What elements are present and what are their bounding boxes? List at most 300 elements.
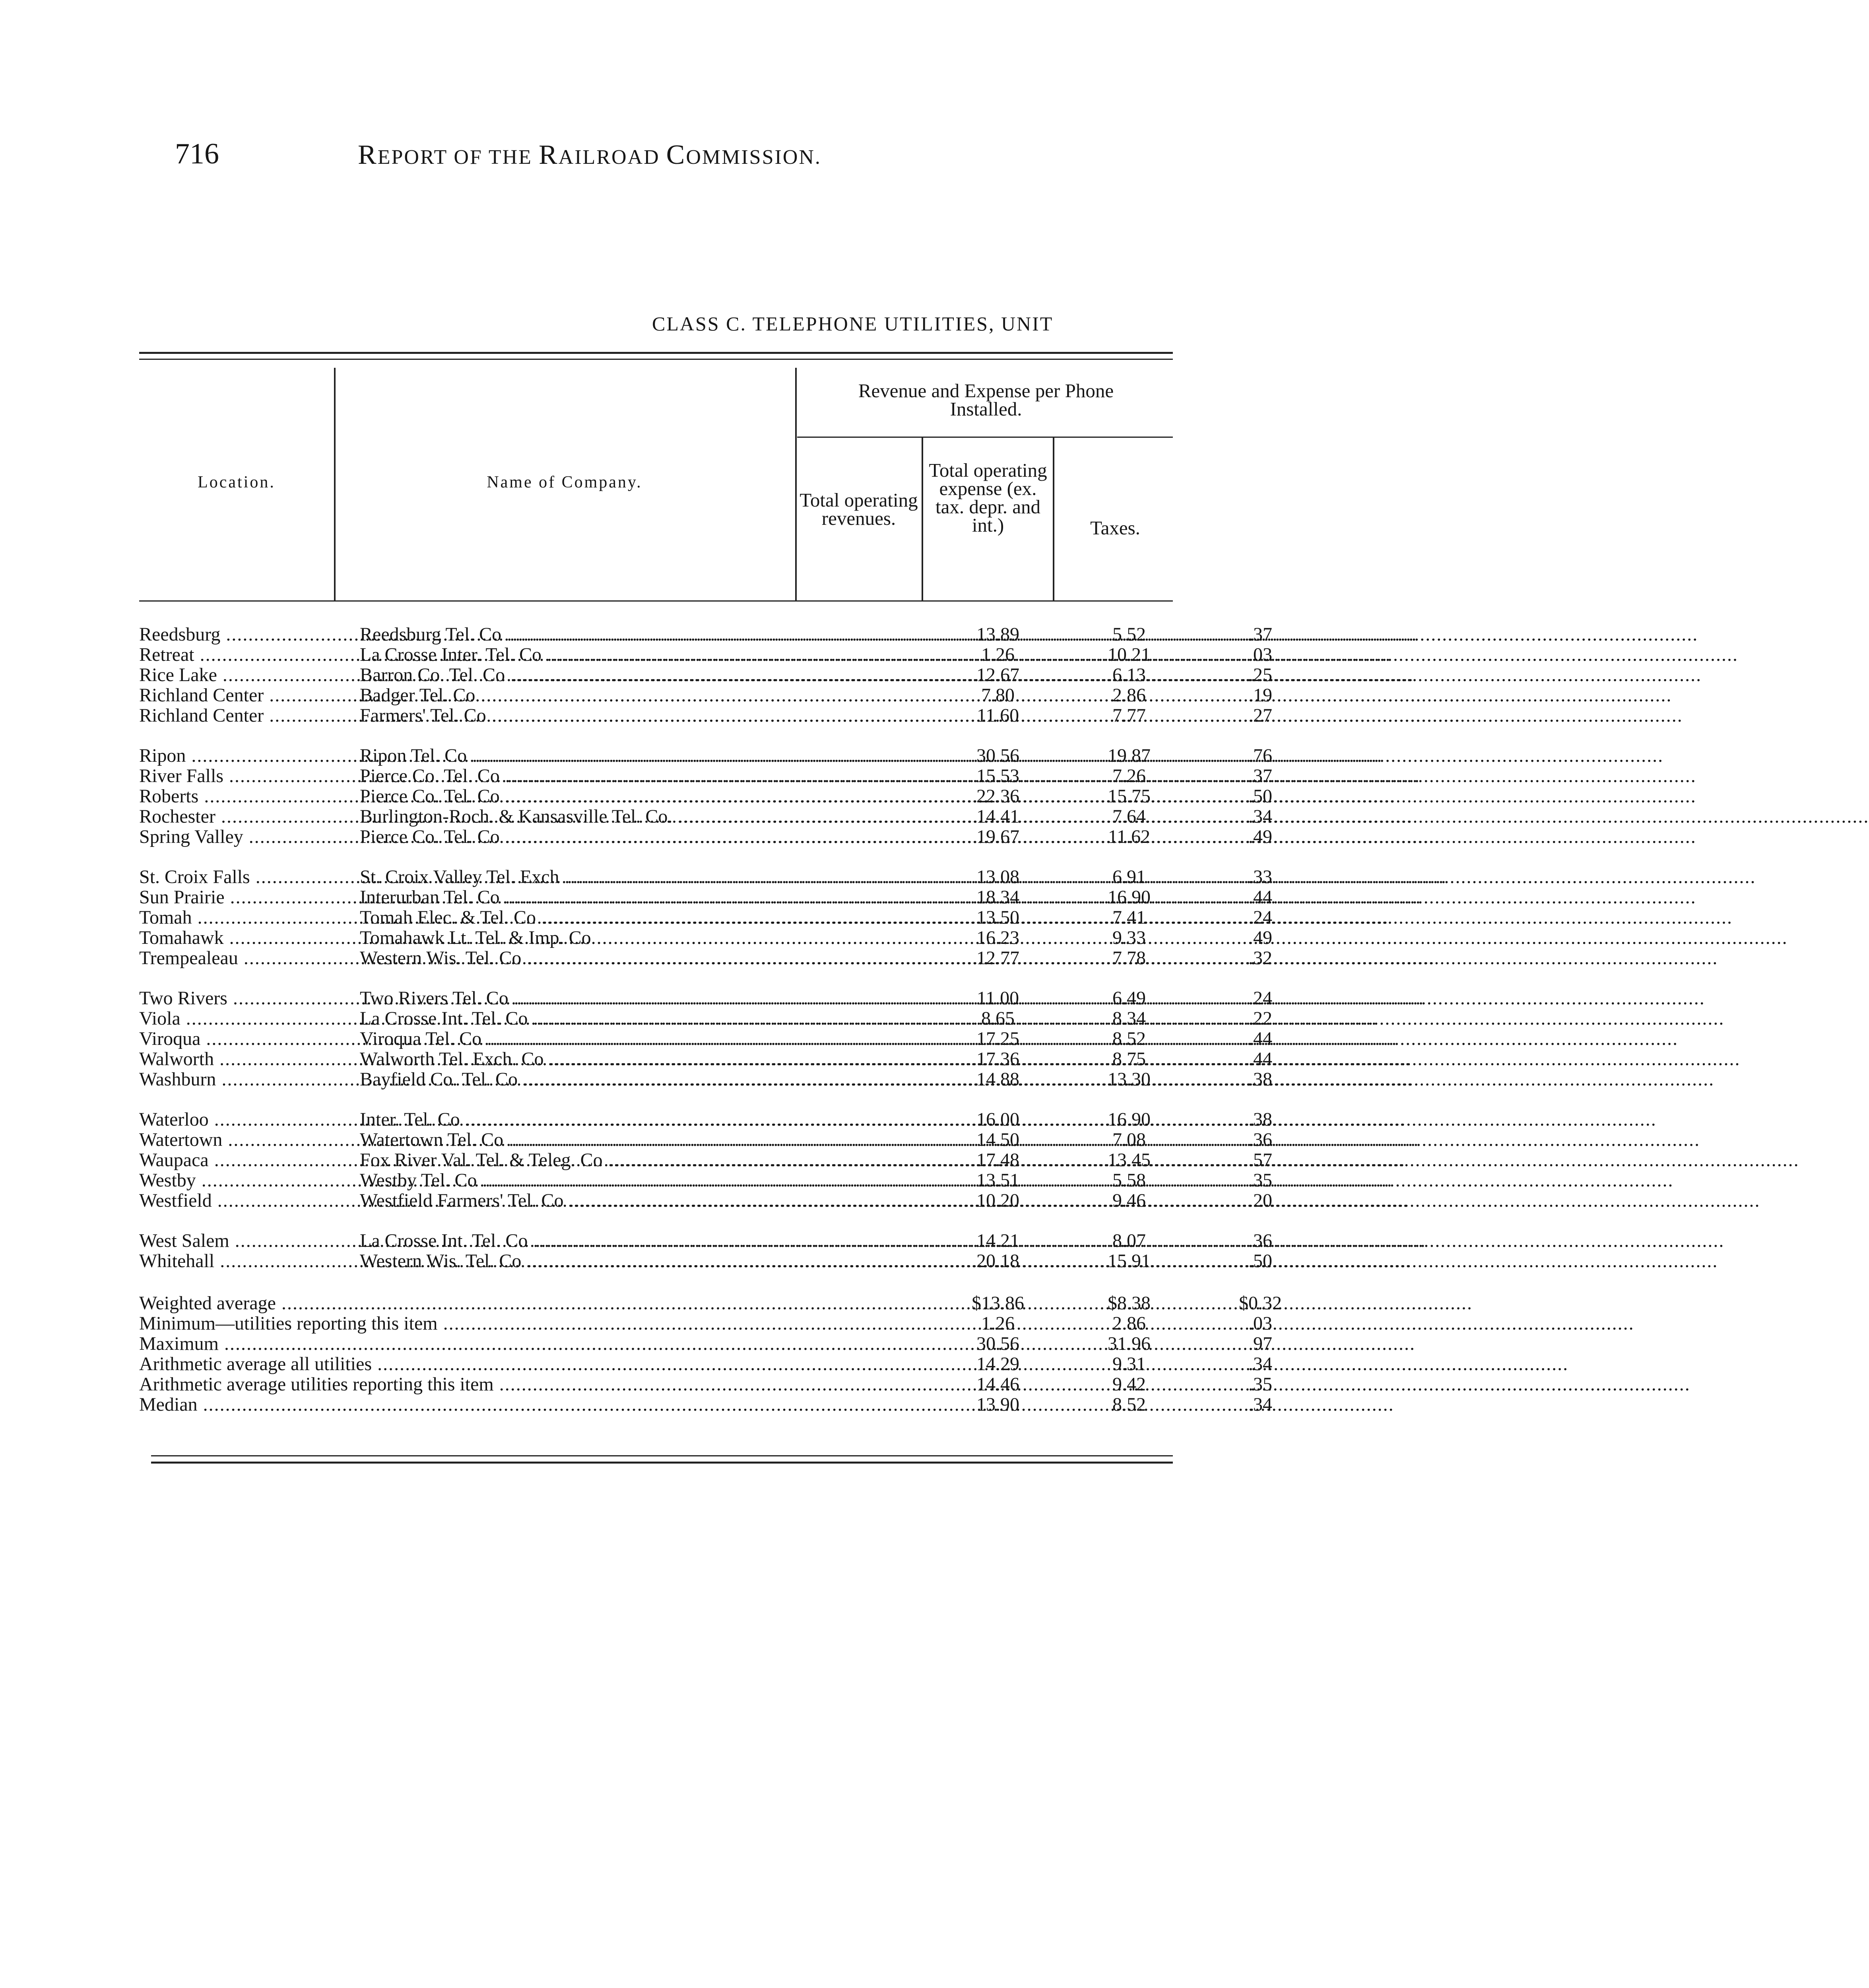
revenue-cell (938, 887, 1058, 907)
revenue-cell-text: 11.60 (976, 705, 1019, 726)
group-spacer (139, 847, 1173, 867)
company-cell (360, 948, 932, 968)
location-cell-text: Trempealeau ..... (139, 947, 1435, 969)
revenue-cell (938, 1394, 1058, 1415)
revenue-cell-text: 7.80 (981, 685, 1015, 706)
taxes-cell (1197, 1150, 1324, 1170)
expense-cell-text: 6.13 (1112, 664, 1146, 685)
company-cell-text: Interurban Tel. Co ..... (360, 887, 1696, 908)
location-cell-text: Richland Center ..... (139, 685, 1460, 706)
expense-cell (1066, 1231, 1193, 1251)
company-cell-text: Burlington-Roch. & Kansasville Tel. Co. ..... (360, 806, 1869, 827)
revenue-cell-text: 14.50 (976, 1129, 1019, 1150)
taxes-cell-text: .49 (1248, 927, 1272, 948)
taxes-cell-text: .03 (1248, 644, 1272, 665)
expense-cell (1066, 1150, 1193, 1170)
company-cell-text: Western Wis. Tel. Co ..... (360, 947, 1718, 969)
company-cell-text: Badger Tel. Co ..... (360, 685, 1672, 706)
expense-cell (1066, 1251, 1193, 1271)
revenue-cell (938, 1170, 1058, 1190)
location-cell-text: Viroqua ..... (139, 1028, 1397, 1049)
expense-cell (1066, 827, 1193, 847)
page-title (358, 139, 821, 171)
revenue-cell-text: 12.77 (976, 947, 1019, 969)
expense-cell (1066, 1109, 1193, 1130)
location-cell-text: Retreat ..... (139, 644, 1391, 665)
company-cell-text: Westby Tel. Co ..... (360, 1170, 1674, 1191)
revenue-cell-text: 18.34 (976, 887, 1019, 908)
expense-cell (1066, 928, 1193, 948)
expense-cell (1066, 1293, 1193, 1313)
expense-cell (1066, 1394, 1193, 1415)
company-cell (360, 1251, 932, 1271)
company-cell-text: Viroqua Tel. Co ..... (360, 1028, 1678, 1049)
expense-cell (1066, 786, 1193, 806)
taxes-cell (1197, 806, 1324, 827)
expense-cell (1066, 705, 1193, 726)
revenue-cell (938, 1293, 1058, 1313)
revenue-cell-text: 14.29 (976, 1353, 1019, 1375)
company-cell-text: Tomahawk Lt. Tel. & Imp. Co ..... (360, 927, 1788, 948)
expense-cell-text: 5.58 (1112, 1170, 1146, 1191)
company-cell (360, 928, 932, 948)
expense-cell-text: 7.64 (1112, 806, 1146, 827)
expense-cell-text: 9.33 (1112, 927, 1146, 948)
column-header-location: Location. (198, 473, 276, 491)
expense-cell (1066, 1029, 1193, 1049)
company-cell-text: Reedsburg Tel. Co ..... (360, 624, 1698, 645)
revenue-cell (938, 1334, 1058, 1354)
revenue-cell (938, 1069, 1058, 1089)
location-cell (139, 1190, 340, 1211)
company-cell-text: Inter. Tel. Co ..... (360, 1109, 1657, 1130)
column-header-group: Revenue and Expense per Phone Installed. (858, 380, 1114, 420)
company-cell (360, 665, 932, 685)
table-row (139, 745, 1272, 766)
taxes-cell (1197, 1394, 1324, 1415)
location-cell-text: Rice Lake ..... (139, 664, 1414, 685)
location-cell (139, 665, 340, 685)
revenue-cell (938, 1008, 1058, 1029)
taxes-cell-text: .24 (1248, 907, 1272, 928)
revenue-cell-text: $13.86 (972, 1293, 1024, 1314)
expense-cell (1066, 624, 1193, 645)
table-row (139, 1028, 1272, 1049)
expense-cell-text: 11.62 (1108, 826, 1151, 847)
location-cell (139, 1109, 340, 1130)
column-header-revenues: Total operating revenues. (800, 489, 918, 529)
column-divider (922, 437, 923, 600)
taxes-cell-text: .97 (1248, 1333, 1272, 1354)
taxes-cell (1197, 746, 1324, 766)
taxes-cell-text: .25 (1248, 664, 1272, 685)
revenue-cell-text: 30.56 (976, 1333, 1019, 1354)
taxes-cell-text: .20 (1248, 1190, 1272, 1211)
page-number: 716 (175, 138, 219, 170)
taxes-cell (1197, 867, 1324, 887)
expense-cell-text: 6.91 (1112, 866, 1146, 887)
expense-cell-text: 16.90 (1108, 887, 1151, 908)
taxes-cell (1197, 928, 1324, 948)
taxes-cell-text: .33 (1248, 866, 1272, 887)
revenue-cell-text: 16.00 (976, 1109, 1019, 1130)
location-cell (139, 1008, 340, 1029)
company-cell-text: Two Rivers Tel. Co ..... (360, 988, 1705, 1009)
expense-cell-text: 15.75 (1108, 786, 1151, 807)
location-cell-text: Washburn ..... (139, 1069, 1413, 1090)
revenue-cell (938, 746, 1058, 766)
taxes-cell (1197, 665, 1324, 685)
expense-cell (1066, 1374, 1193, 1394)
expense-cell-text: 31.96 (1108, 1333, 1151, 1354)
company-cell-text: Bayfield Co. Tel. Co ..... (360, 1069, 1714, 1090)
taxes-cell (1197, 1049, 1324, 1069)
taxes-cell-text: .32 (1248, 947, 1272, 969)
location-cell (139, 948, 340, 968)
revenue-cell (938, 1231, 1058, 1251)
taxes-cell (1197, 827, 1324, 847)
company-cell-text: Pierce Co. Tel. Co ..... (360, 765, 1696, 786)
revenue-cell-text: 17.48 (976, 1149, 1019, 1171)
title-rest: EPORT OF THE (377, 146, 539, 169)
revenue-cell-text: 13.51 (976, 1170, 1019, 1191)
expense-cell-text: 7.41 (1112, 907, 1146, 928)
top-rule (139, 352, 1173, 354)
table-row (139, 1109, 1272, 1130)
company-cell (360, 1190, 932, 1211)
taxes-cell-text: .57 (1248, 1149, 1272, 1171)
expense-cell-text: 6.49 (1112, 988, 1146, 1009)
table-row (139, 988, 1272, 1009)
summary-label-cell (139, 1334, 930, 1354)
taxes-cell-text: .50 (1248, 786, 1272, 807)
taxes-cell (1197, 1069, 1324, 1089)
taxes-cell (1197, 1008, 1324, 1029)
summary-label-cell (139, 1374, 930, 1394)
column-header-expense: Total operating expense (ex. tax. depr. and int.) (929, 459, 1047, 536)
expense-cell (1066, 1130, 1193, 1150)
summary-row (139, 1394, 1272, 1415)
taxes-cell-text: .44 (1248, 1048, 1272, 1070)
location-cell-text: Rochester ..... (139, 806, 1412, 827)
company-cell (360, 806, 932, 827)
revenue-cell (938, 624, 1058, 645)
revenue-cell (938, 1190, 1058, 1211)
location-cell-text: Waterloo ..... (139, 1109, 1405, 1130)
table-row (139, 624, 1272, 645)
expense-cell (1066, 887, 1193, 907)
taxes-cell (1197, 1374, 1324, 1394)
taxes-cell-text: .44 (1248, 1028, 1272, 1049)
location-cell-text: Tomahawk ..... (139, 927, 1421, 948)
taxes-cell-text: .34 (1248, 1394, 1272, 1415)
company-cell (360, 786, 932, 806)
taxes-cell (1197, 1251, 1324, 1271)
location-cell (139, 1049, 340, 1069)
table-row (139, 1170, 1272, 1191)
location-cell-text: Viola ..... (139, 1008, 1377, 1029)
taxes-cell-text: .35 (1248, 1170, 1272, 1191)
table-subheading: CLASS C. TELEPHONE UTILITIES, UNIT (652, 313, 1054, 335)
revenue-cell-text: 16.23 (976, 927, 1019, 948)
taxes-cell-text: .44 (1248, 887, 1272, 908)
expense-cell-text: 9.46 (1112, 1190, 1146, 1211)
taxes-cell (1197, 1170, 1324, 1190)
company-cell-text: Barron Co. Tel. Co ..... (360, 664, 1702, 685)
revenue-cell-text: 13.89 (976, 624, 1019, 645)
company-cell (360, 907, 932, 928)
revenue-cell (938, 928, 1058, 948)
location-cell-text: Richland Center ..... (139, 705, 1460, 726)
taxes-cell (1197, 887, 1324, 907)
company-cell (360, 887, 932, 907)
expense-cell (1066, 1334, 1193, 1354)
location-cell (139, 1231, 340, 1251)
company-cell-text: Walworth Tel. Exch. Co ..... (360, 1048, 1740, 1070)
revenue-cell-text: 1.26 (981, 644, 1015, 665)
expense-cell (1066, 948, 1193, 968)
table-row (139, 765, 1272, 786)
location-cell (139, 685, 340, 705)
table-row (139, 1250, 1272, 1272)
title-initial: R (358, 140, 378, 170)
taxes-cell (1197, 948, 1324, 968)
summary-row (139, 1293, 1282, 1314)
expense-cell-text: 2.86 (1112, 1313, 1146, 1334)
company-cell-text: Western Wis. Tel. Co ..... (360, 1250, 1718, 1272)
group-spacer (139, 1211, 1173, 1231)
revenue-cell (938, 786, 1058, 806)
summary-row (139, 1374, 1272, 1395)
revenue-cell (938, 645, 1058, 665)
location-cell (139, 867, 340, 887)
taxes-cell (1197, 685, 1324, 705)
table-row (139, 1149, 1272, 1171)
location-cell (139, 1130, 340, 1150)
location-cell-text: Spring Valley ..... (139, 826, 1440, 847)
location-cell (139, 988, 340, 1008)
company-cell-text: La Crosse Inter. Tel. Co ..... (360, 644, 1738, 665)
group-spacer (139, 968, 1173, 988)
taxes-cell-text: .27 (1248, 705, 1272, 726)
revenue-cell-text: 14.46 (976, 1374, 1019, 1395)
table-row (139, 1008, 1272, 1029)
location-cell-text: Sun Prairie ..... (139, 887, 1421, 908)
taxes-cell (1197, 645, 1324, 665)
revenue-cell (938, 907, 1058, 928)
revenue-cell-text: 19.67 (976, 826, 1019, 847)
revenue-cell (938, 1374, 1058, 1394)
location-cell-text: Ripon ..... (139, 745, 1382, 766)
revenue-cell (938, 1313, 1058, 1334)
table-row (139, 664, 1272, 685)
location-cell (139, 624, 340, 645)
taxes-cell-text: .37 (1248, 765, 1272, 786)
expense-cell (1066, 645, 1193, 665)
location-cell (139, 1251, 340, 1271)
expense-cell (1066, 1049, 1193, 1069)
location-cell (139, 705, 340, 726)
location-cell-text: Tomah ..... (139, 907, 1389, 928)
summary-label-cell (139, 1354, 930, 1374)
taxes-cell (1197, 1313, 1324, 1334)
revenue-cell-text: 13.08 (976, 866, 1019, 887)
location-cell (139, 928, 340, 948)
revenue-cell-text: 17.25 (976, 1028, 1019, 1049)
company-cell-text: Ripon Tel. Co ..... (360, 745, 1663, 766)
expense-cell (1066, 746, 1193, 766)
revenue-cell (938, 1109, 1058, 1130)
taxes-cell (1197, 766, 1324, 786)
summary-label-cell-text: Weighted average ..... (139, 1293, 1473, 1314)
table-row (139, 947, 1272, 969)
revenue-cell-text: 14.21 (976, 1230, 1019, 1251)
top-rule-inner (139, 359, 1173, 360)
taxes-cell (1197, 705, 1324, 726)
location-cell (139, 1029, 340, 1049)
table-row (139, 644, 1272, 665)
taxes-cell-text: .22 (1248, 1008, 1272, 1029)
taxes-cell (1197, 1109, 1324, 1130)
bottom-rule (151, 1455, 1173, 1456)
expense-cell-text: 16.90 (1108, 1109, 1151, 1130)
expense-cell (1066, 1069, 1193, 1089)
taxes-cell-text: .50 (1248, 1250, 1272, 1272)
taxes-cell-text: .38 (1248, 1109, 1272, 1130)
revenue-cell-text: 11.00 (976, 988, 1019, 1009)
taxes-cell (1197, 786, 1324, 806)
taxes-cell (1197, 907, 1324, 928)
table-row (139, 1230, 1272, 1251)
expense-cell (1066, 806, 1193, 827)
location-cell-text: Whitehall ..... (139, 1250, 1411, 1272)
expense-cell-text: 8.52 (1112, 1394, 1146, 1415)
taxes-cell (1197, 1029, 1324, 1049)
revenue-cell-text: 14.88 (976, 1069, 1019, 1090)
summary-row (139, 1353, 1272, 1375)
revenue-cell (938, 867, 1058, 887)
column-divider (334, 368, 336, 600)
table-row (139, 705, 1272, 726)
company-cell (360, 705, 932, 726)
expense-cell-text: 8.07 (1112, 1230, 1146, 1251)
revenue-cell (938, 685, 1058, 705)
expense-cell (1066, 1190, 1193, 1211)
summary-label-cell-text: Median ..... (139, 1394, 1394, 1415)
taxes-cell (1197, 1354, 1324, 1374)
bottom-rule-inner (151, 1462, 1173, 1464)
company-cell (360, 624, 932, 645)
revenue-cell-text: 13.90 (976, 1394, 1019, 1415)
location-cell-text: River Falls ..... (139, 765, 1420, 786)
summary-label-cell-text: Arithmetic average all utilities ..... (139, 1353, 1568, 1375)
location-cell (139, 645, 340, 665)
title-rest: OMMISSION. (686, 146, 821, 169)
revenue-cell (938, 665, 1058, 685)
location-cell (139, 766, 340, 786)
taxes-cell (1197, 1334, 1324, 1354)
expense-cell (1066, 1170, 1193, 1190)
expense-cell-text: 15.91 (1108, 1250, 1151, 1272)
company-cell (360, 1170, 932, 1190)
taxes-cell-text: .34 (1248, 806, 1272, 827)
company-cell (360, 827, 932, 847)
column-header-company: Name of Company. (487, 473, 642, 491)
company-cell (360, 1109, 932, 1130)
company-cell (360, 1049, 932, 1069)
header-bottom-rule (139, 600, 1173, 602)
table-row (139, 826, 1272, 847)
summary-spacer (139, 1271, 1173, 1293)
group-spacer (139, 1089, 1173, 1109)
taxes-cell (1197, 988, 1324, 1008)
revenue-cell (938, 1029, 1058, 1049)
revenue-cell-text: 30.56 (976, 745, 1019, 766)
expense-cell-text: 2.86 (1112, 685, 1146, 706)
expense-cell (1066, 1008, 1193, 1029)
revenue-cell-text: 10.20 (976, 1190, 1019, 1211)
table-row (139, 1129, 1272, 1150)
expense-cell (1066, 766, 1193, 786)
expense-cell-text: 8.75 (1112, 1048, 1146, 1070)
expense-cell-text: 9.42 (1112, 1374, 1146, 1395)
expense-cell (1066, 1354, 1193, 1374)
summary-label-cell-text: Arithmetic average utilities reporting this item ..... (139, 1374, 1690, 1395)
location-cell (139, 1150, 340, 1170)
revenue-cell (938, 766, 1058, 786)
taxes-cell-text: $0.32 (1239, 1293, 1282, 1314)
summary-label-cell (139, 1394, 930, 1415)
revenue-cell (938, 1354, 1058, 1374)
company-cell-text: Pierce Co. Tel. Co ..... (360, 826, 1696, 847)
company-cell (360, 645, 932, 665)
summary-label-cell (139, 1313, 930, 1334)
revenue-cell (938, 806, 1058, 827)
taxes-cell-text: .38 (1248, 1069, 1272, 1090)
summary-row (139, 1333, 1272, 1354)
table-row (139, 887, 1272, 908)
revenue-cell (938, 988, 1058, 1008)
taxes-cell-text: .03 (1248, 1313, 1272, 1334)
location-cell (139, 907, 340, 928)
table-row (139, 1069, 1272, 1090)
taxes-cell-text: .24 (1248, 988, 1272, 1009)
revenue-cell (938, 705, 1058, 726)
revenue-cell-text: 14.41 (976, 806, 1019, 827)
table-row (139, 866, 1272, 887)
table-row (139, 806, 1272, 827)
column-divider (795, 368, 797, 600)
taxes-cell-text: .76 (1248, 745, 1272, 766)
company-cell-text: La Crosse Int. Tel. Co ..... (360, 1230, 1724, 1251)
expense-cell-text: 13.45 (1108, 1149, 1151, 1171)
expense-cell (1066, 685, 1193, 705)
expense-cell-text: 19.87 (1108, 745, 1151, 766)
revenue-cell-text: 17.36 (976, 1048, 1019, 1070)
expense-cell (1066, 907, 1193, 928)
revenue-cell (938, 1049, 1058, 1069)
revenue-cell (938, 827, 1058, 847)
expense-cell (1066, 1313, 1193, 1334)
expense-cell-text: 7.77 (1112, 705, 1146, 726)
company-cell (360, 1150, 932, 1170)
expense-cell-text: $8.38 (1108, 1293, 1151, 1314)
expense-cell (1066, 867, 1193, 887)
summary-label-cell-text: Minimum—utilities reporting this item ..... (139, 1313, 1634, 1334)
location-cell (139, 1170, 340, 1190)
revenue-cell (938, 948, 1058, 968)
company-cell (360, 746, 932, 766)
